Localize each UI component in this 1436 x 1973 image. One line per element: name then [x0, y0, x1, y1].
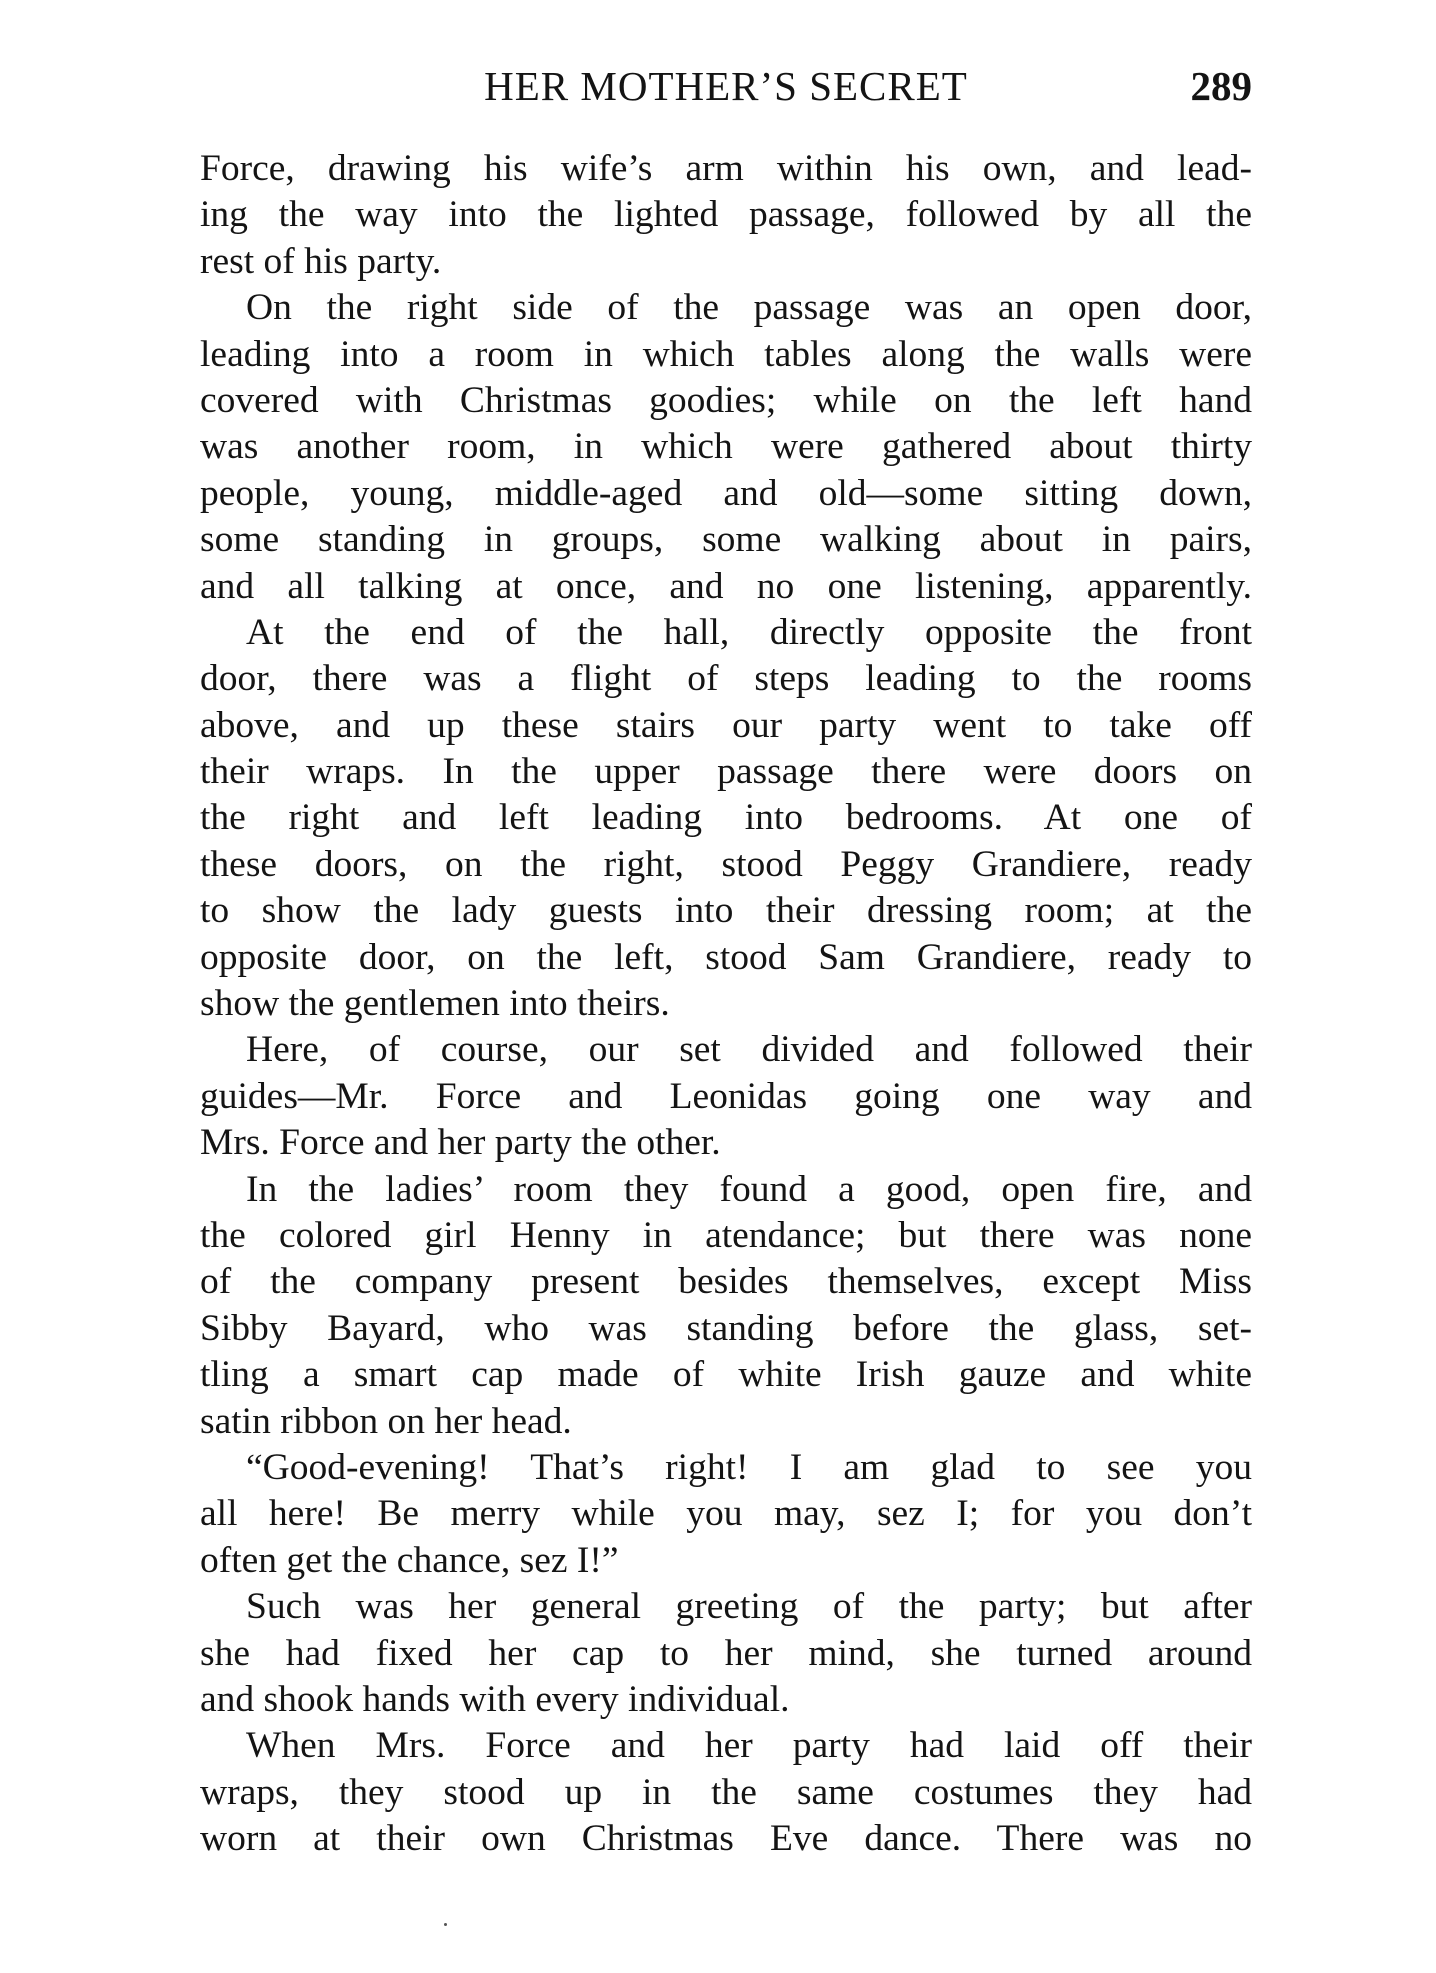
text-line: all here! Be merry while you may, sez I; for you don’t [200, 1493, 1252, 1535]
text-line: satin ribbon on her head. [200, 1400, 572, 1442]
text-line: At the end of the hall, directly opposite the front [246, 611, 1252, 653]
running-title: HER MOTHER’S SECRET [484, 63, 968, 109]
text-line: worn at their own Christmas Eve dance. There was no [200, 1818, 1252, 1860]
text-line: tling a smart cap made of white Irish gauze and white [200, 1354, 1252, 1396]
text-line: “Good-evening! That’s right! I am glad to see you [246, 1446, 1252, 1488]
text-line: and shook hands with every individual. [200, 1678, 790, 1720]
body-text [200, 146, 1252, 1862]
text-line: people, young, middle-aged and old—some sitting down, [200, 472, 1252, 514]
text-line: guides—Mr. Force and Leonidas going one way and [200, 1075, 1252, 1117]
text-line: to show the lady guests into their dressing room; at the [200, 890, 1252, 932]
text-line: leading into a room in which tables along the walls were [200, 333, 1252, 375]
text-line: some standing in groups, some walking about in pairs, [200, 519, 1252, 561]
text-line: On the right side of the passage was an open door, [246, 287, 1252, 329]
text-line: their wraps. In the upper passage there were doors on [200, 751, 1252, 793]
text-line: show the gentlemen into theirs. [200, 983, 670, 1025]
text-line: Mrs. Force and her party the other. [200, 1122, 721, 1164]
text-line: opposite door, on the left, stood Sam Grandiere, ready to [200, 936, 1252, 978]
text-line: ing the way into the lighted passage, followed by all the [200, 194, 1252, 236]
running-head [200, 58, 1252, 114]
text-line: door, there was a flight of steps leading to the rooms [200, 658, 1252, 700]
print-speck [444, 1923, 447, 1926]
text-line: the right and left leading into bedrooms. At one of [200, 797, 1252, 839]
text-line: rest of his party. [200, 240, 442, 282]
text-line: these doors, on the right, stood Peggy Grandiere, ready [200, 843, 1252, 885]
text-line: wraps, they stood up in the same costumes they had [200, 1771, 1252, 1813]
text-line: Such was her general greeting of the party; but after [246, 1586, 1252, 1628]
text-line: Here, of course, our set divided and followed their [246, 1029, 1252, 1071]
text-line: the colored girl Henny in atendance; but there was none [200, 1214, 1252, 1256]
page-number: 289 [1190, 63, 1252, 109]
text-line: and all talking at once, and no one listening, apparently. [200, 565, 1252, 607]
text-line: In the ladies’ room they found a good, open fire, and [246, 1168, 1252, 1210]
text-line: often get the chance, sez I!” [200, 1539, 619, 1581]
text-line: above, and up these stairs our party went to take off [200, 704, 1252, 746]
text-line: of the company present besides themselves, except Miss [200, 1261, 1252, 1303]
text-line: Force, drawing his wife’s arm within his own, and lead- [200, 148, 1252, 189]
text-line: Sibby Bayard, who was standing before the glass, set- [200, 1307, 1252, 1349]
text-line: covered with Christmas goodies; while on the left hand [200, 379, 1252, 421]
text-line: When Mrs. Force and her party had laid off their [246, 1725, 1252, 1767]
text-line: was another room, in which were gathered about thirty [200, 426, 1252, 468]
text-line: she had fixed her cap to her mind, she turned around [200, 1632, 1252, 1674]
